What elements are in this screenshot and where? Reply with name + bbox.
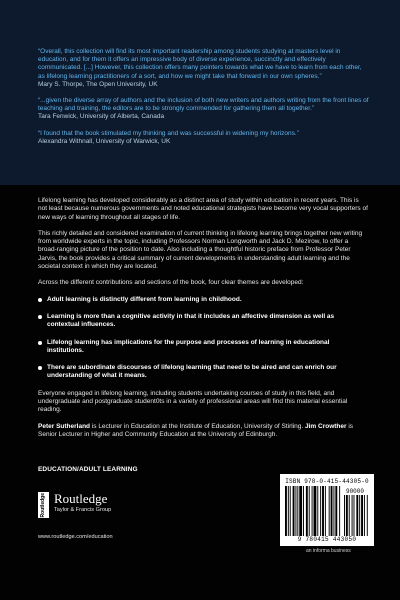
addon-bar bbox=[361, 495, 363, 536]
quote-text: “...given the diverse array of authors and the inclusion of both new writers and authors writing from the front lines of teaching and training, the editors are to be strongly commended for gathering them all together.” bbox=[38, 97, 369, 113]
addon-bar bbox=[364, 495, 365, 536]
quote-attribution: Alexandra Withnall, University of Warwick, UK bbox=[38, 137, 171, 145]
publisher-wordmark bbox=[54, 492, 111, 514]
barcode-bar bbox=[309, 486, 310, 536]
informa-tagline: an informa business bbox=[306, 548, 351, 554]
barcode-bar bbox=[325, 486, 326, 536]
routledge-mark-icon bbox=[38, 492, 49, 518]
author-name: Jim Crowther bbox=[305, 422, 347, 430]
barcode-bar bbox=[288, 486, 289, 536]
barcode-bar bbox=[312, 486, 313, 536]
barcode-panel bbox=[280, 474, 374, 546]
barcode-bar bbox=[297, 486, 298, 536]
barcode-icon bbox=[285, 486, 369, 536]
theme-item: Lifelong learning has implications for the purpose and processes of learning in educational institutions. bbox=[38, 339, 368, 356]
blurb bbox=[38, 197, 368, 447]
barcode-bar bbox=[317, 486, 318, 536]
publisher-logo bbox=[38, 492, 111, 518]
barcode-bar bbox=[335, 486, 337, 536]
barcode-bar bbox=[299, 486, 302, 536]
quote-text: “I found that the book stimulated my thinking and was successful in widening my horizons.” bbox=[38, 129, 299, 137]
addon-bar bbox=[344, 495, 345, 536]
theme-item: Learning is more than a cognitive activity in that it includes an affective dimension as well as contextual influences. bbox=[38, 313, 368, 330]
theme-item: There are subordinate discourses of lifelong learning that need to be aired and can enrich our understanding of what it means. bbox=[38, 364, 368, 381]
blurb-paragraph: This richly detailed and considered examination of current thinking in lifelong learning brings together new writing from worldwide experts in the topic, including Professors Norman Longworth and Jack D. Mezirow, to offer a broad-ranging picture of the position to date. Also including a thoughtful historic preface from Professor Peter Jarvis, the book provides a critical summary of current developments in understanding adult learning and the societal context in which they are located. bbox=[38, 229, 363, 271]
addon-bar bbox=[354, 495, 355, 536]
themes-list bbox=[38, 296, 368, 381]
barcode-bar bbox=[333, 486, 334, 536]
barcode-bar bbox=[290, 486, 291, 536]
barcode-bar bbox=[314, 486, 317, 536]
barcode-bar bbox=[329, 486, 330, 536]
barcode-bar bbox=[303, 486, 304, 536]
price-code: 90000 bbox=[345, 488, 365, 495]
publisher-group: Taylor & Francis Group bbox=[54, 507, 112, 513]
quote-attribution: Mary S. Thorpe, The Open University, UK bbox=[38, 80, 158, 88]
quote-text: “Overall, this collection will find its most important readership among students studying at masters level in education, and for them it offers an impressive body of diverse experience, succinctly and effectively communicated. [...] However, this collection offers many pointers towards what we have to learn from each other, as lifelong learning practitioners of a sort, and how we might take that forward in our own spheres.” bbox=[38, 48, 362, 80]
addon-bar bbox=[349, 495, 350, 536]
review-quotes-band bbox=[0, 0, 400, 185]
addon-bar bbox=[356, 495, 358, 536]
review-quote bbox=[38, 48, 370, 89]
blurb-paragraph: Across the different contributions and sections of the book, four clear themes are developed: bbox=[38, 279, 304, 287]
barcode-bar bbox=[339, 486, 340, 536]
review-quote bbox=[38, 97, 370, 122]
isbn-label: ISBN 978-0-415-44305-0 bbox=[285, 478, 369, 485]
blurb-paragraph: Lifelong learning has developed considerably as a distinct area of study within education in recent years. This is not least because numerous governments and noted educational strategists have become very vocal supporters of new ways of learning throughout all stages of life. bbox=[38, 197, 368, 221]
quote-attribution: Tara Fenwick, University of Alberta, Canada bbox=[38, 113, 165, 121]
barcode-bar bbox=[285, 486, 287, 536]
addon-bar bbox=[352, 495, 353, 536]
blurb-paragraph: Everyone engaged in lifelong learning, including students undertaking courses of study in this field, and undergraduate and postgraduate student0ts in a variety of professional areas will find this material essential reading. bbox=[38, 389, 348, 414]
logo-mark-text: Routledge bbox=[40, 492, 46, 517]
barcode-bar bbox=[322, 486, 324, 536]
review-quote bbox=[38, 130, 370, 146]
barcode-bar bbox=[295, 486, 296, 536]
author-role: is Lecturer in Education at the Institute of Education, University of Stirling. bbox=[90, 422, 305, 430]
author-bios bbox=[38, 423, 368, 440]
barcode-bar bbox=[320, 486, 321, 536]
barcode-bar bbox=[331, 486, 333, 536]
author-role: is Senior Lecturer in Higher and Community Education at the University of Edinburgh. bbox=[38, 422, 354, 438]
addon-bar bbox=[359, 495, 360, 536]
subject-category: EDUCATION/ADULT LEARNING bbox=[38, 466, 138, 473]
publisher-url: www.routledge.com/education bbox=[38, 534, 113, 540]
addon-bar bbox=[367, 495, 368, 536]
barcode-bar bbox=[306, 486, 308, 536]
publisher-name: Routledge bbox=[54, 491, 108, 506]
barcode-digits: 9 780415 443050 bbox=[297, 536, 357, 543]
theme-item: Adult learning is distinctly different from learning in childhood. bbox=[38, 296, 368, 304]
author-name: Peter Sutherland bbox=[38, 422, 91, 430]
addon-bar bbox=[346, 495, 348, 536]
barcode-bar bbox=[293, 486, 295, 536]
